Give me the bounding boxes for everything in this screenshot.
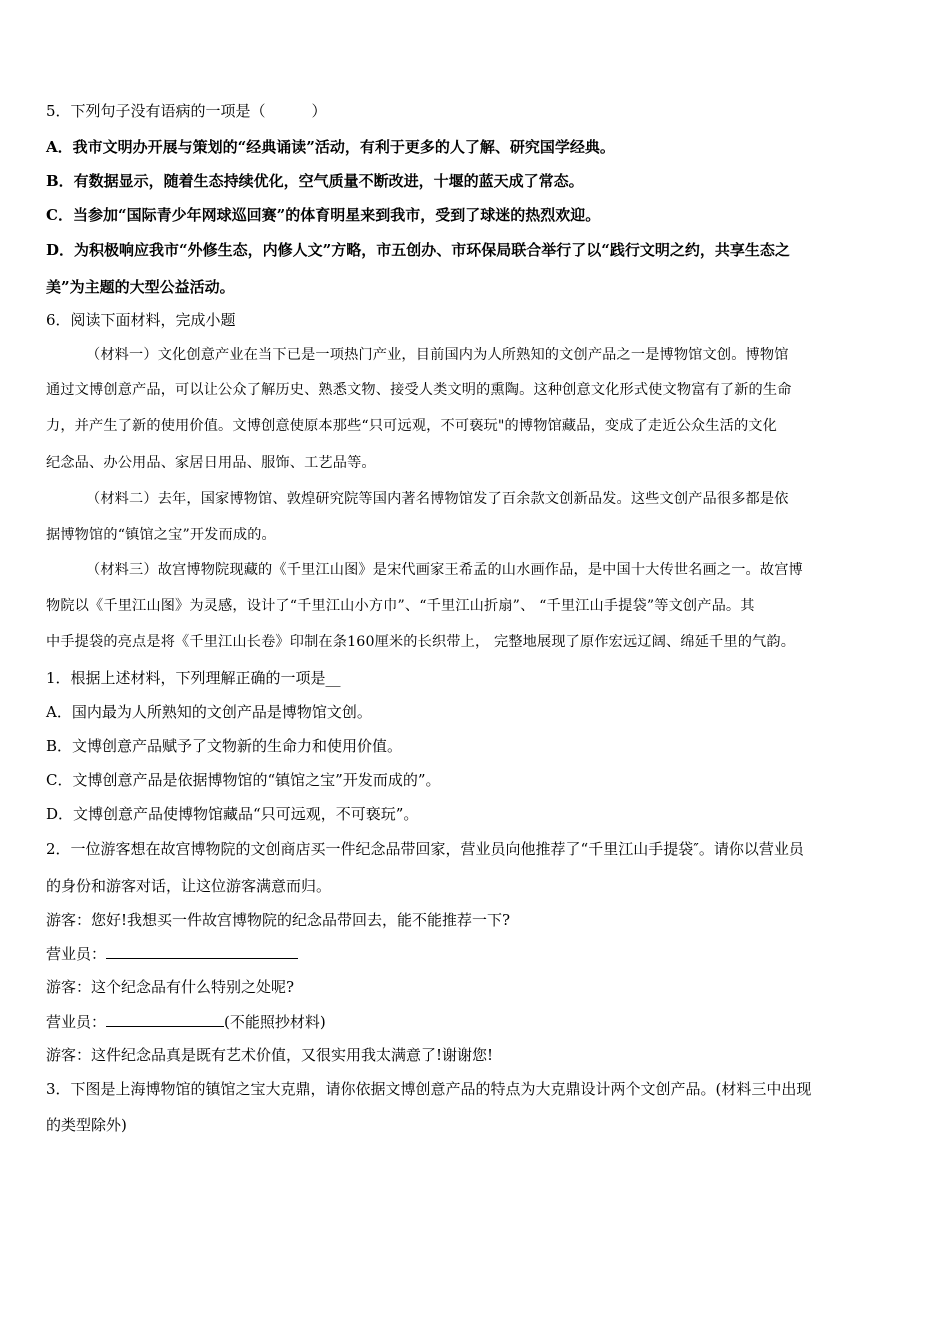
sub3-stem-line-1: 3．下图是上海博物馆的镇馆之宝大克鼎，请你依据文博创意产品的特点为大克鼎设计两个文创产品。(材料三中出现 [46,1080,812,1098]
material-2-line-1: （材料二）去年，国家博物馆、敦煌研究院等国内著名博物馆发了百余款文创新品发。这些文创产品很多都是依 [86,491,789,507]
dialog-tourist-1: 游客：您好!我想买一件故宫博物院的纪念品带回去，能不能推荐一下? [46,911,511,929]
material-1-line-1: （材料一）文化创意产业在当下已是一项热门产业，目前国内为人所熟知的文创产品之一是博物馆文创。博物馆 [86,347,789,363]
q5-option-c: C．当参加“国际青少年网球巡回赛”的体育明星来到我市，受到了球迷的热烈欢迎。 [46,206,601,224]
answer-blank-2[interactable] [106,1011,224,1027]
material-1-line-4: 纪念品、办公用品、家居日用品、服饰、工艺品等。 [46,455,376,471]
sub1-stem: 1．根据上述材料，下列理解正确的一项是__ [46,669,341,687]
material-1-line-2: 通过文博创意产品，可以让公众了解历史、熟悉文物、接受人类文明的熏陶。这种创意文化形式使文物富有了新的生命 [46,382,792,398]
dialog-tourist-3: 游客：这件纪念品真是既有艺术价值，又很实用我太满意了!谢谢您! [46,1046,494,1064]
sub2-stem-line-1: 2．一位游客想在故宫博物院的文创商店买一件纪念品带回家，营业员向他推荐了“千里江山手提袋″。请你以营业员 [46,840,804,858]
material-3-line-2: 物院以《千里江山图》为灵感，设计了“千里江山小方巾”、“千里江山折扇”、 “千里江山手提袋”等文创产品。其 [46,598,755,614]
sub3-stem-line-2: 的类型除外) [46,1116,127,1134]
sub1-option-c: C．文博创意产品是依据博物馆的“镇馆之宝”开发而成的”。 [46,771,441,789]
material-3-line-1: （材料三）故宫博物院现藏的《千里江山图》是宋代画家王希孟的山水画作品，是中国十大传世名画之一。故宫博 [86,562,803,578]
q6-stem: 6．阅读下面材料，完成小题 [46,311,236,329]
sub1-option-d: D．文博创意产品使博物馆藏品“只可远观，不可亵玩”。 [46,805,419,823]
q5-option-d: D．为积极响应我市“外修生态，内修人文”方略，市五创办、市环保局联合举行了以“践行文明之约，共享生态之 [46,241,790,259]
dialog-tourist-2: 游客：这个纪念品有什么特别之处呢? [46,978,295,996]
q5-option-b: B．有数据显示，随着生态持续优化，空气质量不断改进，十堰的蓝天成了常态。 [46,172,584,190]
sub1-option-a: A．国内最为人所熟知的文创产品是博物馆文创。 [46,703,372,721]
material-1-line-3: 力，并产生了新的使用价值。文博创意使原本那些“只可远观，不可亵玩"的博物馆藏品，变成了走近公众生活的文化 [46,418,777,434]
sub2-stem-line-2: 的身份和游客对话，让这位游客满意而归。 [46,877,332,895]
material-3-line-3: 中手提袋的亮点是将《千里江山长卷》印制在条160厘米的长织带上， 完整地展现了原作宏远辽阔、绵延千里的气韵。 [46,634,796,650]
material-2-line-2: 据博物馆的“镇馆之宝”开发而成的。 [46,527,276,543]
q5-stem: 5．下列句子没有语病的一项是（ ） [46,102,327,120]
q5-option-a: A．我市文明办开展与策划的“经典诵读”活动，有利于更多的人了解、研究国学经典。 [46,138,615,156]
dialog-clerk-1: 营业员： [46,943,298,964]
sub1-option-b: B．文博创意产品赋予了文物新的生命力和使用价值。 [46,737,403,755]
answer-blank-1[interactable] [106,943,298,959]
q5-option-d-cont: 美”为主题的大型公益活动。 [46,278,235,296]
dialog-clerk-2: 营业员： (不能照抄材料) [46,1013,326,1031]
